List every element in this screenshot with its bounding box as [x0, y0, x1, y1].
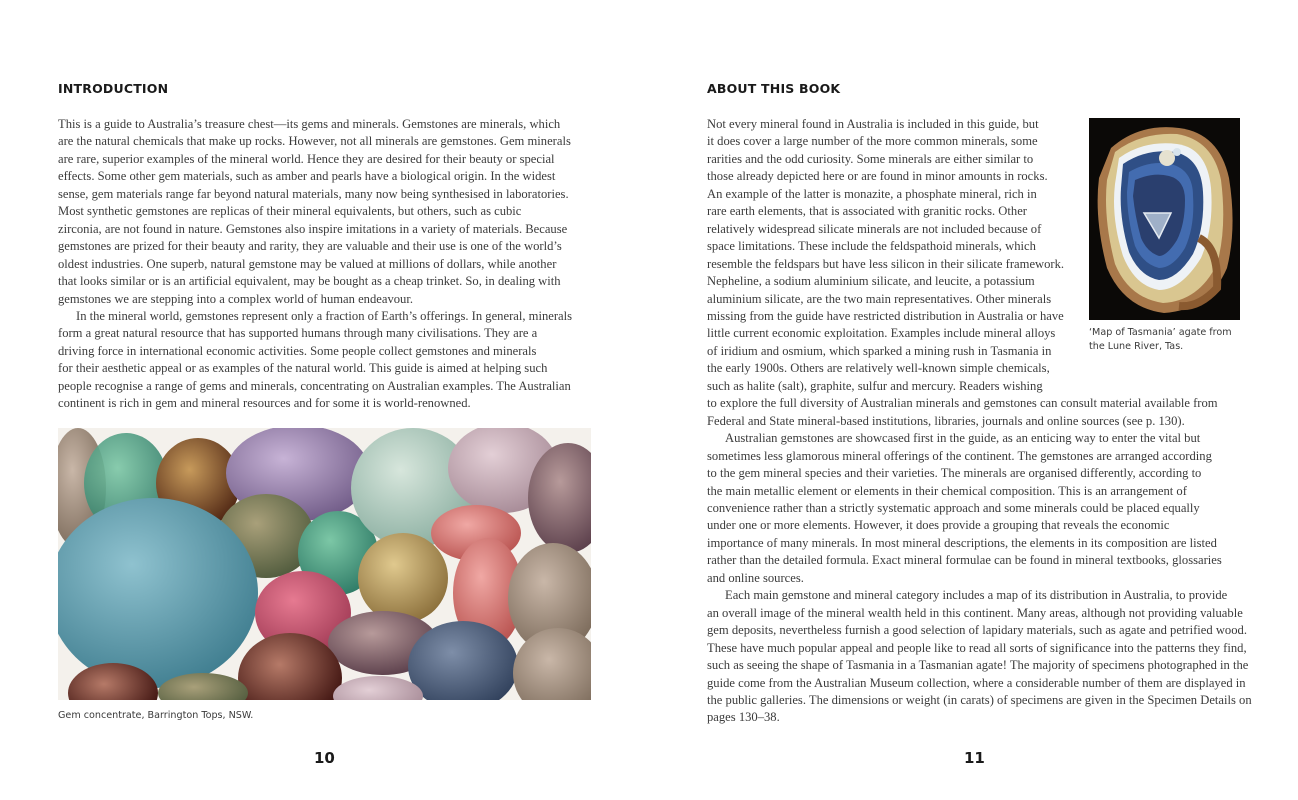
caption-line: the Lune River, Tas.	[1089, 341, 1184, 352]
text-line: driving force in international economic activities. Some people collect gemstones and minerals	[58, 343, 537, 358]
text-line: Most synthetic gemstones are replicas of their mineral equivalents, but others, such as cubic	[58, 204, 522, 219]
text-line: rarities and the odd curiosity. Some minerals are either similar to	[707, 151, 1034, 166]
text-line: gem deposits, nevertheless furnish a good selection of lapidary materials, such as agate and petrified wood.	[707, 623, 1247, 638]
gem-concentrate-photo	[58, 428, 591, 700]
text-line: relatively widespread silicate minerals are not included because of	[707, 221, 1042, 236]
text-line: space limitations. These include the feldspathoid minerals, which	[707, 239, 1036, 254]
text-line: an overall image of the mineral wealth held in this continent. Many areas, although not providing valuable	[707, 605, 1243, 620]
text-line: such as halite (salt), graphite, sulfur and mercury. Readers wishing	[707, 378, 1043, 393]
section-heading-about-this-book: ABOUT THIS BOOK	[707, 81, 841, 96]
agate-photo-caption	[1089, 326, 1232, 354]
text-line: the early 1900s. Others are relatively well-known simple chemicals,	[707, 361, 1050, 376]
text-line: An example of the latter is monazite, a phosphate mineral, rich in	[707, 186, 1037, 201]
text-line: of iridium and osmium, which sparked a mining rush in Tasmania in	[707, 343, 1052, 358]
text-line: the public galleries. The dimensions or weight (in carats) of specimens are given in the Specimen Details on	[707, 692, 1252, 707]
text-line: gemstones are prized for their beauty and rarity, they are valuable and their use is one of the world’s	[58, 239, 562, 254]
text-line: This is a guide to Australia’s treasure chest—its gems and minerals. Gemstones are minerals, which	[58, 117, 561, 131]
text-line: zirconia, are not found in nature. Gemstones also inspire imitations in a variety of materials. Because	[58, 221, 568, 236]
page-number-right: 11	[964, 749, 985, 767]
text-line: are rare, superior examples of the mineral world. Hence they are desired for their beauty or special	[58, 151, 555, 166]
text-line: and online sources.	[707, 570, 804, 585]
text-line: that looks similar or is an artificial equivalent, may be bought as a cheap trinket. So, in dealing with	[58, 274, 561, 289]
text-line: aluminium silicate, are the two main representatives. Other minerals	[707, 291, 1052, 306]
text-line: convenience rather than a strictly systematic approach and some minerals could be placed equally	[707, 500, 1200, 515]
text-line: pages 130–38.	[707, 710, 780, 725]
text-line: for their aesthetic appeal or as examples of the natural world. This guide is aimed at helping such	[58, 361, 548, 376]
text-line: resemble the feldspars but have less silicon in their silicate framework.	[707, 256, 1065, 271]
introduction-body	[58, 116, 572, 413]
text-line: it does cover a large number of the more common minerals, some	[707, 134, 1038, 149]
text-line: Each main gemstone and mineral category includes a map of its distribution in Australia, to provide	[725, 588, 1228, 603]
section-heading-introduction: INTRODUCTION	[58, 81, 169, 96]
agate-image	[1089, 118, 1240, 320]
text-line: effects. Some other gem materials, such as amber and pearls have a biological origin. In the widest	[58, 169, 556, 184]
right-page	[649, 0, 1298, 800]
text-line: sense, gem materials range far beyond natural materials, many now being synthesised in laboratories.	[58, 186, 569, 201]
text-line: oldest industries. One superb, natural gemstone may be valued at millions of dollars, while another	[58, 256, 557, 271]
text-line: form a great natural resource that has supported humans through many civilisations. They are a	[58, 326, 538, 341]
text-line: under one or more elements. However, it does provide a grouping that reveals the economic	[707, 518, 1170, 533]
text-line: In the mineral world, gemstones represent only a fraction of Earth’s offerings. In general, minerals	[76, 308, 573, 323]
text-line: importance of many minerals. In most mineral descriptions, the elements in its composition are listed	[707, 535, 1217, 550]
text-line: the main metallic element or elements in their chemical composition. This is an arrangement of	[707, 483, 1187, 498]
text-line: continent is rich in gem and mineral resources and for some it is world-renowned.	[58, 396, 471, 411]
caption-line: ‘Map of Tasmania’ agate from	[1089, 327, 1232, 338]
text-line: Not every mineral found in Australia is included in this guide, but	[707, 117, 1039, 131]
gem-photo-caption: Gem concentrate, Barrington Tops, NSW.	[58, 710, 254, 721]
text-line: to explore the full diversity of Australian minerals and gemstones can consult material available from	[707, 396, 1218, 411]
text-line: are the natural chemicals that make up rocks. However, not all minerals are gemstones. Gem minerals	[58, 134, 571, 149]
agate-photo	[1089, 118, 1240, 320]
text-line: sometimes less glamorous mineral offerings of the continent. The gemstones are arranged according	[707, 448, 1212, 463]
text-line: missing from the guide have restricted distribution in Australia or have	[707, 308, 1064, 323]
gemstones-image	[58, 428, 591, 700]
text-line: people recognise a range of gems and minerals, concentrating on Australian examples. The Australian	[58, 378, 571, 393]
text-line: little current economic exploitation. Examples include mineral alloys	[707, 326, 1056, 341]
page-number-left: 10	[314, 749, 335, 767]
text-line: Nepheline, a sodium aluminium silicate, and leucite, a potassium	[707, 274, 1035, 289]
text-line: those already depicted here or are found in minor amounts in rocks.	[707, 169, 1048, 184]
text-line: rare earth elements, that is associated with granitic rocks. Other	[707, 204, 1027, 219]
text-line: such as seeing the shape of Tasmania in a Tasmanian agate! The majority of specimens photographed in the	[707, 658, 1249, 673]
text-line: guide come from the Australian Museum collection, where a considerable number of them are displayed in	[707, 675, 1246, 690]
text-line: gemstones we are stepping into a complex world of human endeavour.	[58, 291, 413, 306]
text-line: to the gem mineral species and their varieties. The minerals are organised differently, according to	[707, 466, 1202, 481]
text-line: Australian gemstones are showcased first in the guide, as an enticing way to enter the vital but	[725, 431, 1201, 446]
text-line: These have much popular appeal and people like to read all sorts of significance into the patterns they find,	[707, 640, 1247, 655]
text-line: Federal and State mineral-based institutions, libraries, journals and online sources (see p. 130).	[707, 413, 1185, 428]
text-line: rather than the detailed formula. Exact mineral formulae can be found in mineral textbooks, glossaries	[707, 553, 1222, 568]
